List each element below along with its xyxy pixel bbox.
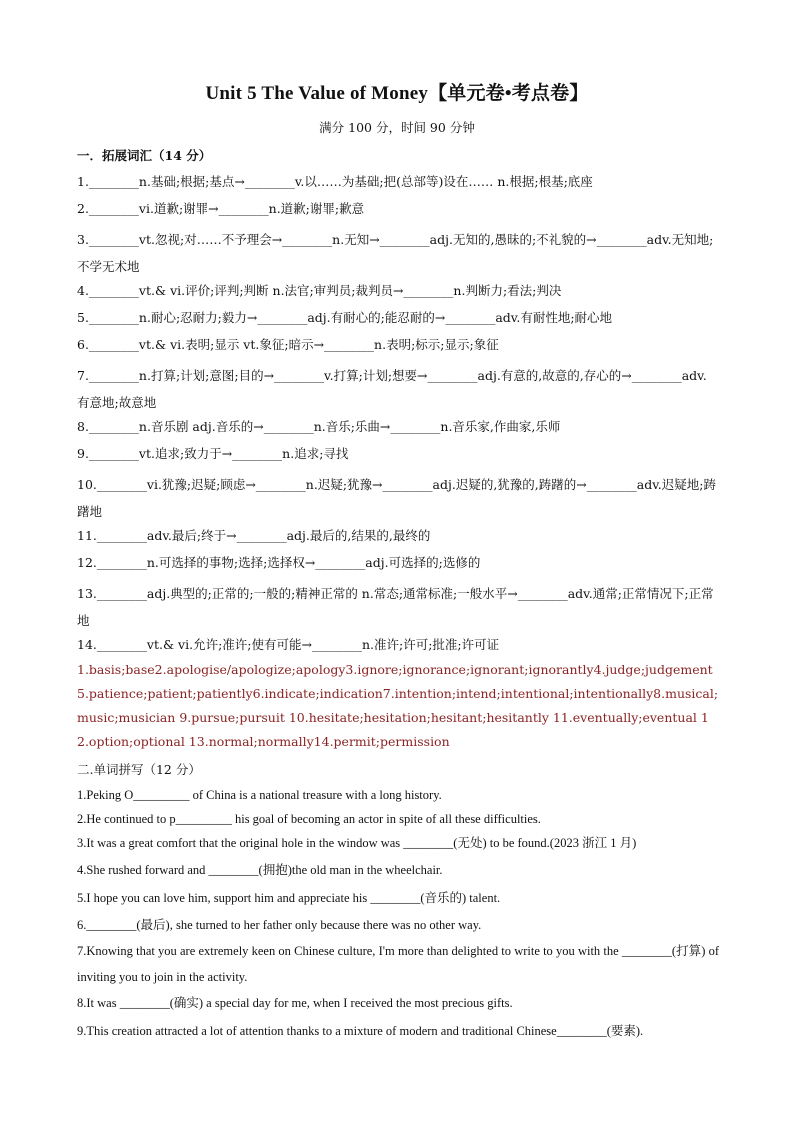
vocab-item: 8.________n.音乐剧 adj.音乐的→________n.音乐;乐曲→________n.音乐家,作曲家,乐师	[77, 419, 561, 434]
spelling-item: 4.She rushed forward and ________(拥抱)the old man in the wheelchair.	[77, 863, 443, 877]
vocab-item: 13.________adj.典型的;正常的;一般的;精神正常的 n.常态;通常标准;一般水平→________adv.通常;正常情况下;正常地	[77, 586, 714, 628]
page-title: Unit 5 The Value of Money【单元卷•考点卷】	[205, 83, 589, 104]
vocab-item: 14.________vt.& vi.允许;准许;使有可能→________n.准许;许可;批准;许可证	[77, 637, 500, 652]
vocab-item: 10.________vi.犹豫;迟疑;顾虑→________n.迟疑;犹豫→________adj.迟疑的,犹豫的,踌躇的→________adv.迟疑地;踌躇地	[77, 477, 716, 519]
vocab-item: 1.________n.基础;根据;基点→________v.以……为基础;把(总部等)设在…… n.根据;根基;底座	[77, 174, 593, 189]
spelling-item: 2.He continued to p_________ his goal of becoming an actor in spite of all these difficulties.	[77, 812, 541, 826]
spelling-item: 7.Knowing that you are extremely keen on Chinese culture, I'm more than delighted to write to you with the ________(打算) of inviting you to join in the activity.	[77, 944, 719, 984]
vocab-item: 6.________vt.& vi.表明;显示 vt.象征;暗示→________n.表明;标示;显示;象征	[77, 337, 499, 352]
vocab-item: 5.________n.耐心;忍耐力;毅力→________adj.有耐心的;能忍耐的→________adv.有耐性地;耐心地	[77, 310, 613, 325]
vocab-item: 2.________vi.道歉;谢罪→________n.道歉;谢罪;歉意	[77, 201, 365, 216]
vocab-item: 3.________vt.忽视;对……不予理会→________n.无知→________adj.无知的,愚昧的;不礼貌的→________adv.无知地;不学无术地	[77, 232, 714, 274]
spelling-item: 8.It was ________(确实) a special day for me, when I received the most precious gifts.	[77, 996, 513, 1010]
spelling-item: 3.It was a great comfort that the original hole in the window was ________(无处) to be found.(2023 浙江 1 月)	[77, 836, 637, 850]
vocab-item: 7.________n.打算;计划;意图;目的→________v.打算;计划;想要→________adj.有意的,故意的,存心的→________adv.有意地;故意地	[77, 368, 707, 410]
page-subtitle: 满分 100 分，时间 90 分钟	[319, 120, 475, 135]
spelling-item: 1.Peking O_________ of China is a national treasure with a long history.	[77, 788, 442, 802]
vocab-item: 12.________n.可选择的事物;选择;选择权→________adj.可选择的;选修的	[77, 555, 481, 570]
vocab-item: 4.________vt.& vi.评价;评判;判断 n.法官;审判员;裁判员→________n.判断力;看法;判决	[77, 283, 562, 298]
spelling-item: 9.This creation attracted a lot of attention thanks to a mixture of modern and traditional Chinese________(要素).	[77, 1024, 644, 1038]
vocab-item: 11.________adv.最后;终于→________adj.最后的,结果的,最终的	[77, 528, 431, 543]
section1-heading: 一．拓展词汇（14 分）	[77, 148, 212, 163]
spelling-item: 5.I hope you can love him, support him and appreciate his ________(音乐的) talent.	[77, 891, 501, 905]
vocab-item: 9.________vt.追求;致力于→________n.追求;寻找	[77, 446, 349, 461]
section2-heading: 二.单词拼写（12 分）	[77, 762, 201, 777]
spelling-item: 6.________(最后), she turned to her father only because there was no other way.	[77, 918, 482, 932]
answer-key: 1.basis;base2.apologise/apologize;apology3.ignore;ignorance;ignorant;ignorantly4.judge;judgement 5.patience;patient;patiently6.indicate;indication7.intention;intend;intentional;intentionally8.musical;music;musician 9.pursue;pursuit 10.hesitate;hesitation;hesitant;hesitantly 11.eventually;eventual 12.option;optional 13.normal;normally14.permit;permission	[77, 662, 719, 749]
